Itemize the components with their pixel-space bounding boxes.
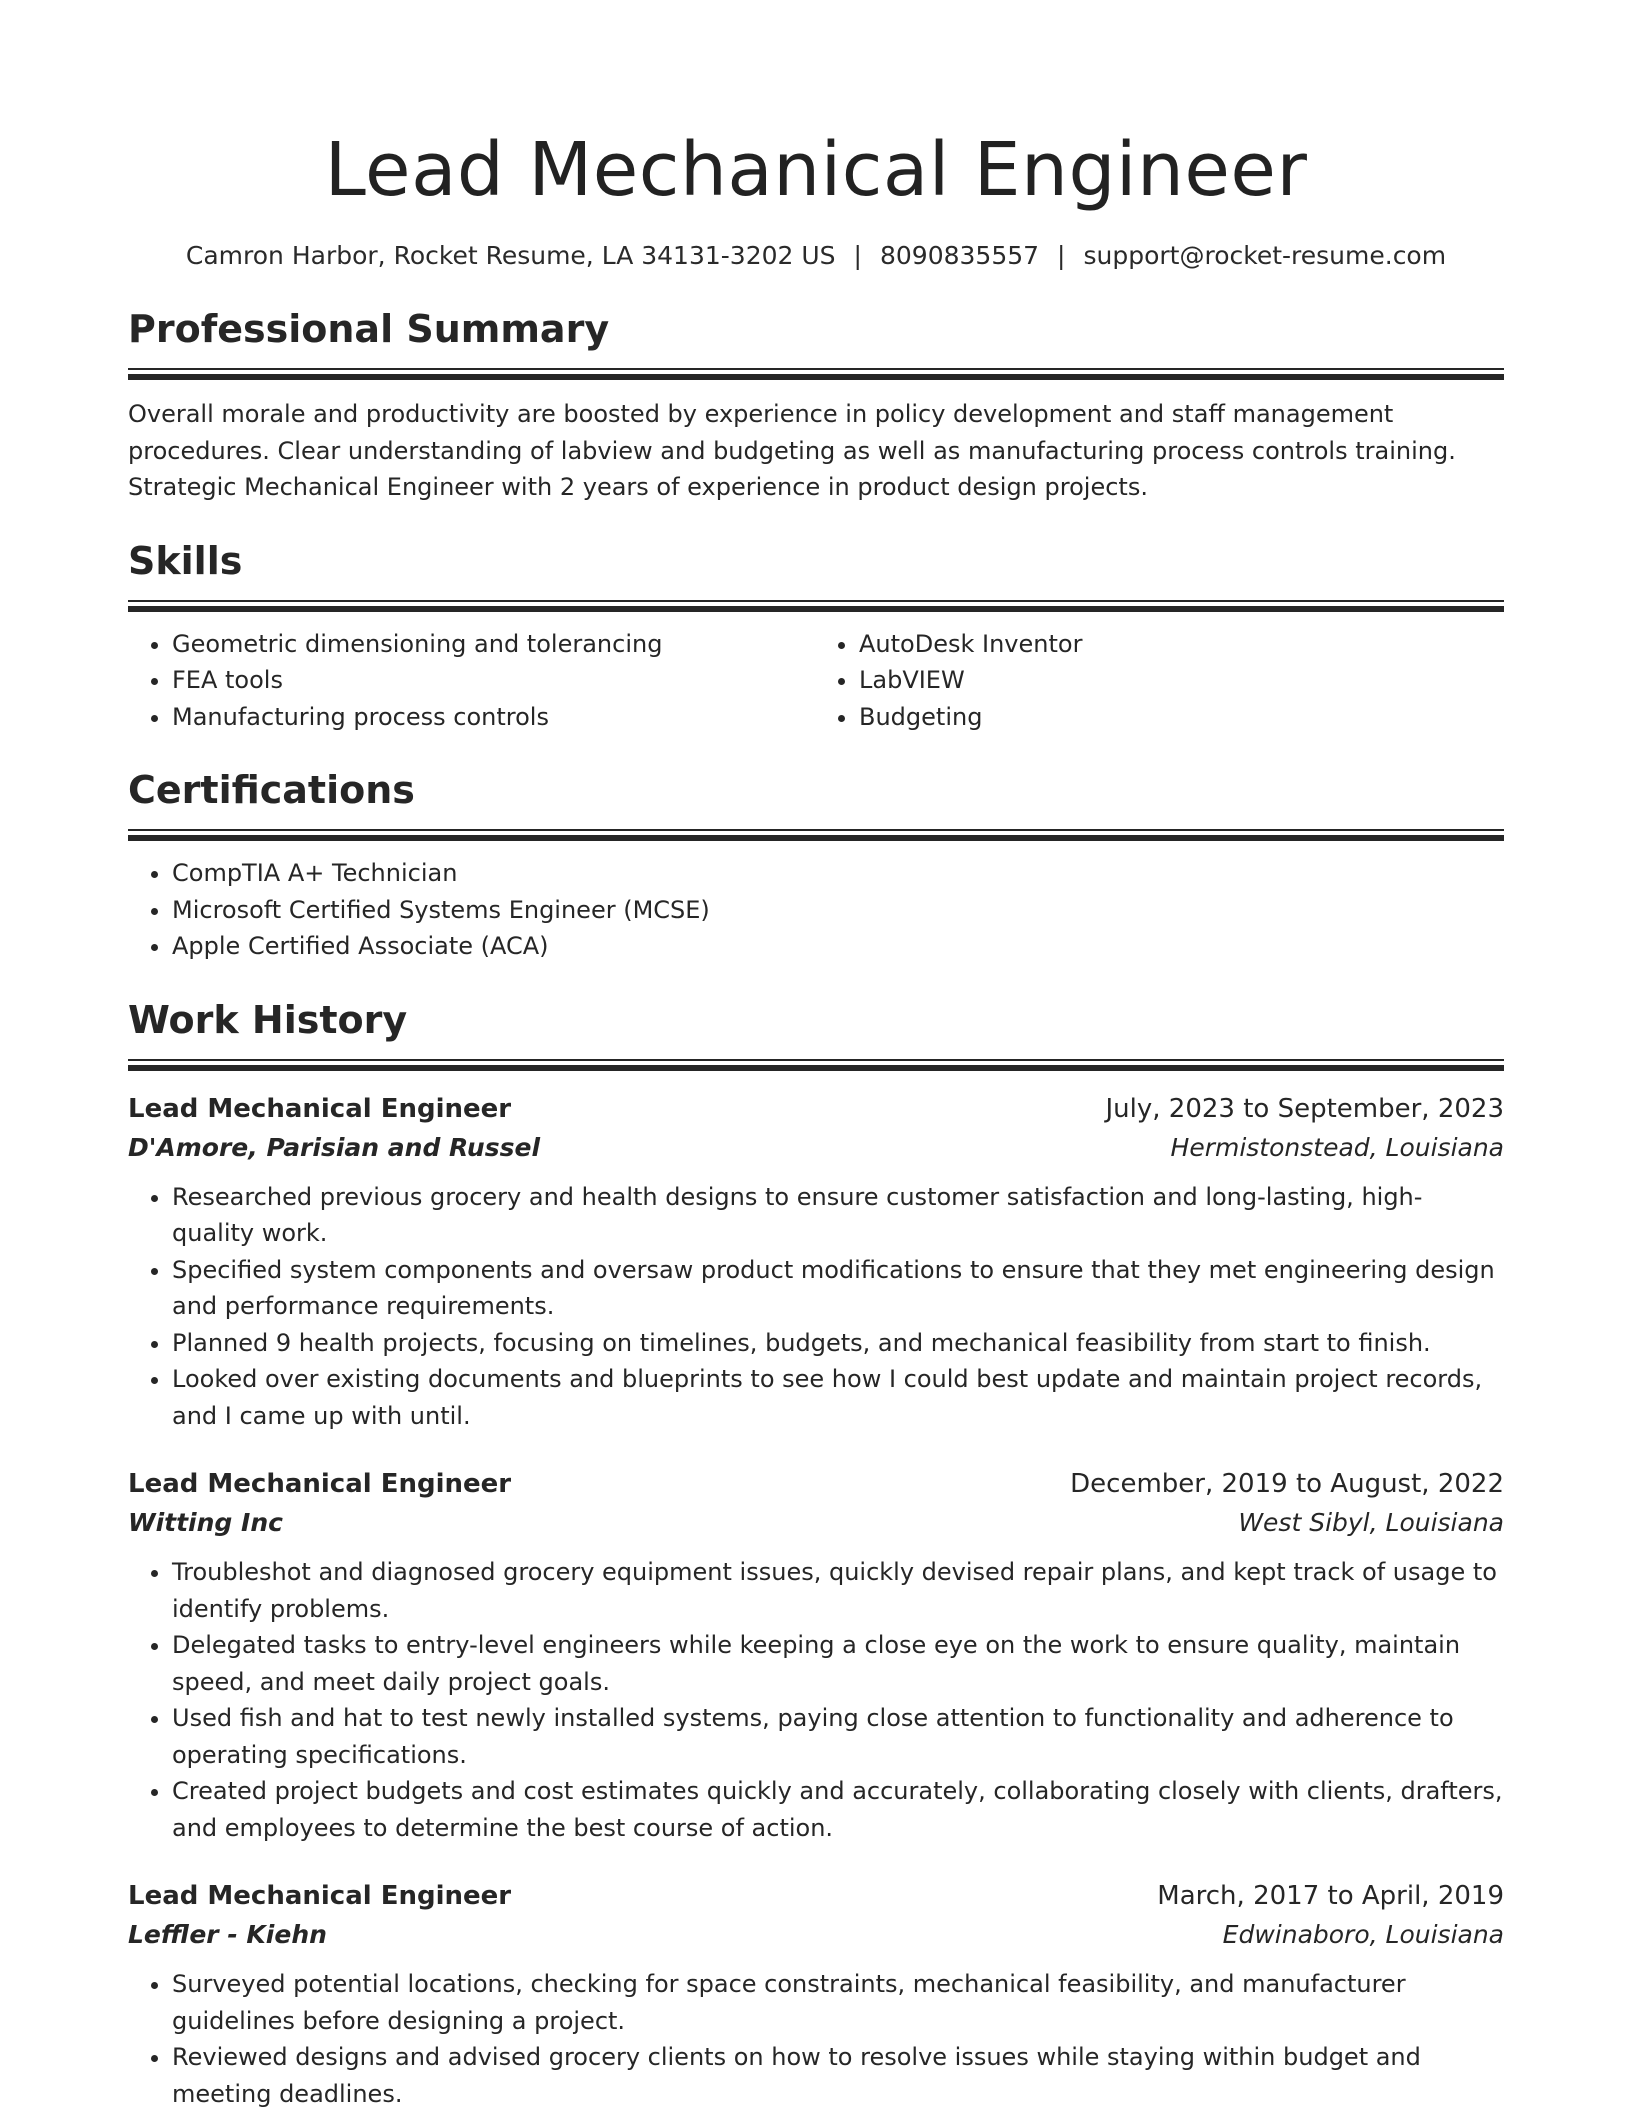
skill-item: • Geometric dimensioning and tolerancing: [172, 626, 817, 663]
job-entry: [128, 1464, 1504, 1846]
job-subheader: [128, 1916, 1504, 1954]
skills-section: [128, 536, 1504, 736]
job-bullet: • Troubleshot and diagnosed grocery equipment issues, quickly devised repair plans, and kept track of usage to identify problems.: [172, 1554, 1504, 1627]
job-bullet: • Looked over existing documents and blueprints to see how I could best update and maintain project records, and I came up with until.: [172, 1361, 1504, 1434]
work-history-section: [128, 995, 1504, 2112]
resume-title: Lead Mechanical Engineer: [324, 127, 1308, 213]
section-divider: [128, 1059, 1504, 1071]
contact-separator: |: [1057, 241, 1066, 270]
job-bullet: • Created project budgets and cost estimates quickly and accurately, collaborating closely with clients, drafters, and employees to determine the best course of action.: [172, 1773, 1504, 1846]
job-bullet: • Delegated tasks to entry-level engineers while keeping a close eye on the work to ensure quality, maintain speed, and meet daily project goals.: [172, 1627, 1504, 1700]
skills-grid: [128, 612, 1504, 736]
job-bullets: [128, 1179, 1504, 1435]
job-bullet: • Specified system components and oversaw product modifications to ensure that they met engineering design and performance requirements.: [172, 1252, 1504, 1325]
job-bullet: • Planned 9 health projects, focusing on timelines, budgets, and mechanical feasibility from start to finish.: [172, 1325, 1504, 1362]
skill-item: • Manufacturing process controls: [172, 699, 817, 736]
job-company: Witting Inc: [128, 1508, 283, 1537]
section-heading-work-history: Work History: [128, 997, 408, 1042]
resume-content: [128, 118, 1504, 2112]
contact-phone: 8090835557: [879, 241, 1040, 270]
contact-address: Camron Harbor, Rocket Resume, LA 34131-3202 US: [185, 241, 836, 270]
job-company: D'Amore, Parisian and Russel: [128, 1132, 541, 1162]
job-subheader: [128, 1504, 1504, 1542]
skills-list-right: [815, 626, 1504, 736]
job-bullet: • Researched previous grocery and health designs to ensure customer satisfaction and long-lasting, high-quality work.: [172, 1179, 1504, 1252]
job-location: Edwinaboro, Louisiana: [1222, 1920, 1504, 1949]
job-bullet: • Reviewed designs and advised grocery clients on how to resolve issues while staying within budget and meeting deadlines.: [172, 2039, 1504, 2112]
skill-item: • LabVIEW: [859, 662, 1504, 699]
job-subheader: [128, 1129, 1504, 1167]
job-bullet: • Surveyed potential locations, checking for space constraints, mechanical feasibility, and manufacturer guidelines before designing a project.: [172, 1966, 1504, 2039]
skills-list-left: [128, 626, 817, 736]
summary-section: [128, 304, 1504, 506]
job-bullets: [128, 1554, 1504, 1846]
job-title: Lead Mechanical Engineer: [128, 1469, 512, 1499]
skill-item: • AutoDesk Inventor: [859, 626, 1504, 663]
skill-item: • Budgeting: [859, 699, 1504, 736]
job-bullet: • Used fish and hat to test newly installed systems, paying close attention to functionality and adherence to operating specifications.: [172, 1700, 1504, 1773]
section-divider: [128, 600, 1504, 612]
job-dates: July, 2023 to September, 2023: [1105, 1093, 1504, 1124]
skill-item: • FEA tools: [172, 662, 817, 699]
job-bullets: [128, 1966, 1504, 2112]
job-location: West Sibyl, Louisiana: [1238, 1508, 1504, 1537]
certification-item: • Microsoft Certified Systems Engineer (MCSE): [172, 892, 1504, 929]
job-location: Hermistonstead, Louisiana: [1170, 1132, 1504, 1162]
job-header: [128, 1089, 1504, 1129]
job-title: Lead Mechanical Engineer: [128, 1093, 512, 1124]
contact-line: [128, 238, 1504, 274]
job-entry: [128, 1089, 1504, 1435]
contact-email[interactable]: support@rocket-resume.com: [1083, 241, 1447, 270]
job-title: Lead Mechanical Engineer: [128, 1881, 512, 1911]
certifications-section: [128, 765, 1504, 965]
job-dates: December, 2019 to August, 2022: [1070, 1469, 1504, 1499]
section-heading-skills: Skills: [128, 538, 243, 583]
certification-item: • Apple Certified Associate (ACA): [172, 928, 1504, 965]
certification-item: • CompTIA A+ Technician: [172, 855, 1504, 892]
job-dates: March, 2017 to April, 2019: [1157, 1881, 1504, 1911]
job-header: [128, 1876, 1504, 1916]
summary-text: Overall morale and productivity are boosted by experience in policy development and staff management procedures. Clear understanding of labview and budgeting as well as manufacturing process controls training. Strategic Mechanical Engineer with 2 years of experience in product design projects.: [128, 400, 1456, 501]
certifications-list: [128, 855, 1504, 965]
section-heading-certifications: Certifications: [128, 768, 415, 812]
contact-separator: |: [853, 241, 862, 270]
job-header: [128, 1464, 1504, 1504]
section-divider: [128, 829, 1504, 841]
section-heading-summary: Professional Summary: [128, 307, 610, 351]
section-divider: [128, 368, 1504, 380]
job-entry: [128, 1876, 1504, 2112]
job-company: Leffler - Kiehn: [128, 1920, 327, 1949]
